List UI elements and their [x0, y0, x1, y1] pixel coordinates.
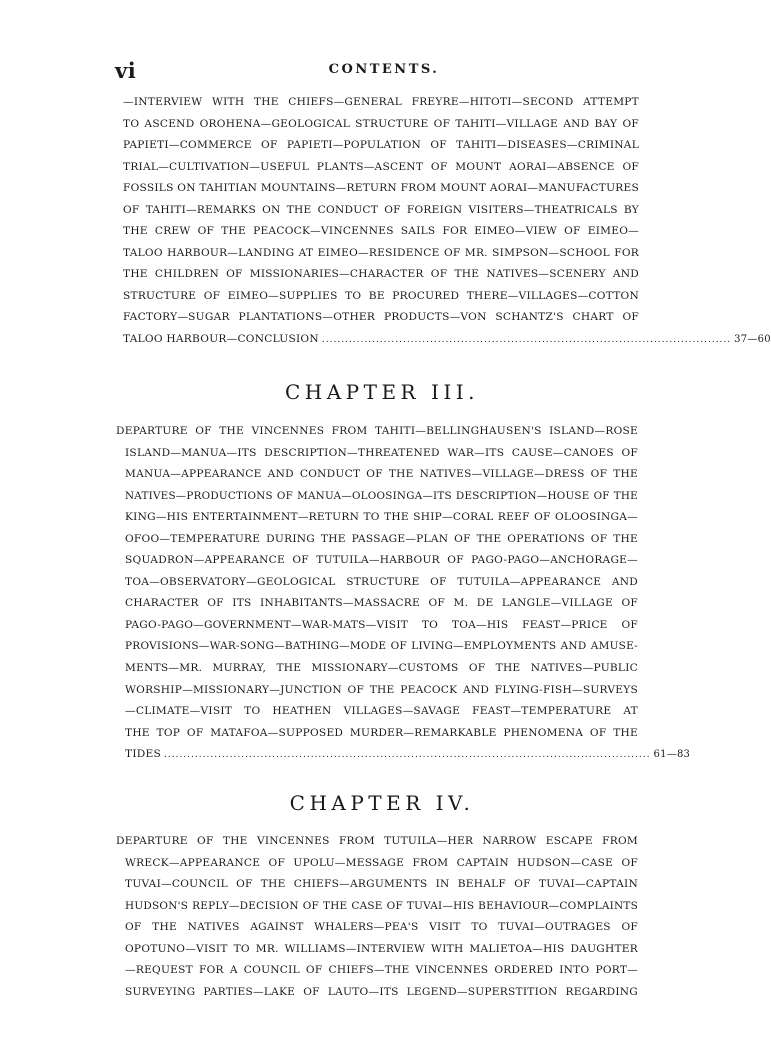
contents-line-text: TIDES	[125, 748, 161, 761]
contents-line: SURVEYING PARTIES—LAKE OF LAUTO—ITS LEGEND—SUPERSTITION REGARDING	[125, 985, 638, 998]
contents-line: DEPARTURE OF THE VINCENNES FROM TUTUILA—HER NARROW ESCAPE FROM	[116, 835, 638, 847]
contents-line: —CLIMATE—VISIT TO HEATHEN VILLAGES—SAVAGE FEAST—TEMPERATURE AT	[125, 705, 638, 718]
contents-entry-continuation	[123, 92, 771, 351]
contents-line: THE CREW OF THE PEACOCK—VINCENNES SAILS FOR EIMEO—VIEW OF EIMEO—	[123, 225, 639, 238]
contents-line: FOSSILS ON TAHITIAN MOUNTAINS—RETURN FROM MOUNT AORAI—MANUFACTURES	[123, 182, 639, 195]
contents-last-line	[116, 744, 691, 766]
contents-entry-chapter-4	[116, 831, 638, 1003]
contents-line: TO ASCEND OROHENA—GEOLOGICAL STRUCTURE OF TAHITI—VILLAGE AND BAY OF	[123, 117, 639, 130]
contents-line: TALOO HARBOUR—LANDING AT EIMEO—RESIDENCE OF MR. SIMPSON—SCHOOL FOR	[123, 246, 639, 259]
contents-line: WORSHIP—MISSIONARY—JUNCTION OF THE PEACOCK AND FLYING-FISH—SURVEYS	[125, 683, 638, 696]
contents-line: MENTS—MR. MURRAY, THE MISSIONARY—CUSTOMS OF THE NATIVES—PUBLIC	[125, 662, 638, 675]
contents-line-text: TALOO HARBOUR—CONCLUSION	[123, 333, 319, 346]
dot-leader: ..........................................................................................................	[321, 335, 732, 346]
contents-line: OF THE NATIVES AGAINST WHALERS—PEA'S VISIT TO TUVAI—OUTRAGES OF	[125, 921, 638, 934]
running-title: CONTENTS.	[328, 62, 440, 77]
contents-line: —INTERVIEW WITH THE CHIEFS—GENERAL FREYRE—HITOTI—SECOND ATTEMPT	[123, 96, 639, 108]
page-range: 61—83	[653, 749, 691, 761]
contents-line: SQUADRON—APPEARANCE OF TUTUILA—HARBOUR OF PAGO-PAGO—ANCHORAGE—	[125, 554, 638, 567]
contents-line: DEPARTURE OF THE VINCENNES FROM TAHITI—BELLINGHAUSEN'S ISLAND—ROSE	[116, 425, 638, 437]
contents-line: KING—HIS ENTERTAINMENT—RETURN TO THE SHIP—CORAL REEF OF OLOOSINGA—	[125, 511, 638, 524]
contents-line: PROVISIONS—WAR-SONG—BATHING—MODE OF LIVING—EMPLOYMENTS AND AMUSE-	[125, 640, 638, 653]
contents-line: MANUA—APPEARANCE AND CONDUCT OF THE NATIVES—VILLAGE—DRESS OF THE	[125, 468, 638, 481]
contents-line: TRIAL—CULTIVATION—USEFUL PLANTS—ASCENT OF MOUNT AORAI—ABSENCE OF	[123, 160, 639, 173]
contents-line: STRUCTURE OF EIMEO—SUPPLIES TO BE PROCURED THERE—VILLAGES—COTTON	[123, 289, 639, 302]
contents-line: PAGO-PAGO—GOVERNMENT—WAR-MATS—VISIT TO TOA—HIS FEAST—PRICE OF	[125, 618, 638, 631]
contents-line: FACTORY—SUGAR PLANTATIONS—OTHER PRODUCTS—VON SCHANTZ'S CHART OF	[123, 311, 639, 324]
contents-line: OPOTUNO—VISIT TO MR. WILLIAMS—INTERVIEW WITH MALIETOA—HIS DAUGHTER	[125, 942, 638, 955]
contents-line: TOA—OBSERVATORY—GEOLOGICAL STRUCTURE OF TUTUILA—APPEARANCE AND	[125, 575, 638, 588]
dot-leader: ..............................................................................................................................	[164, 750, 651, 761]
contents-line: OF TAHITI—REMARKS ON THE CONDUCT OF FOREIGN VISITERS—THEATRICALS BY	[123, 203, 639, 216]
contents-last-line	[123, 329, 771, 351]
contents-line: CHARACTER OF ITS INHABITANTS—MASSACRE OF M. DE LANGLE—VILLAGE OF	[125, 597, 638, 610]
contents-line: PAPIETI—COMMERCE OF PAPIETI—POPULATION OF TAHITI—DISEASES—CRIMINAL	[123, 139, 639, 152]
chapter-heading: CHAPTER III.	[284, 380, 480, 404]
chapter-heading: CHAPTER IV.	[289, 791, 475, 815]
contents-line: HUDSON'S REPLY—DECISION OF THE CASE OF TUVAI—HIS BEHAVIOUR—COMPLAINTS	[125, 899, 638, 912]
contents-line: ISLAND—MANUA—ITS DESCRIPTION—THREATENED WAR—ITS CAUSE—CANOES OF	[125, 446, 638, 459]
contents-line: OFOO—TEMPERATURE DURING THE PASSAGE—PLAN OF THE OPERATIONS OF THE	[125, 532, 638, 545]
contents-line: TUVAI—COUNCIL OF THE CHIEFS—ARGUMENTS IN BEHALF OF TUVAI—CAPTAIN	[125, 878, 638, 891]
contents-line: NATIVES—PRODUCTIONS OF MANUA—OLOOSINGA—ITS DESCRIPTION—HOUSE OF THE	[125, 489, 638, 502]
contents-entry-chapter-3	[116, 421, 691, 766]
contents-line: THE CHILDREN OF MISSIONARIES—CHARACTER OF THE NATIVES—SCENERY AND	[123, 268, 639, 281]
page-range: 37—60	[734, 334, 771, 346]
contents-line: —REQUEST FOR A COUNCIL OF CHIEFS—THE VINCENNES ORDERED INTO PORT—	[125, 964, 638, 977]
contents-line: THE TOP OF MATAFOA—SUPPOSED MURDER—REMARKABLE PHENOMENA OF THE	[125, 726, 638, 739]
contents-line: WRECK—APPEARANCE OF UPOLU—MESSAGE FROM CAPTAIN HUDSON—CASE OF	[125, 856, 638, 869]
page-number: vi	[115, 58, 137, 83]
